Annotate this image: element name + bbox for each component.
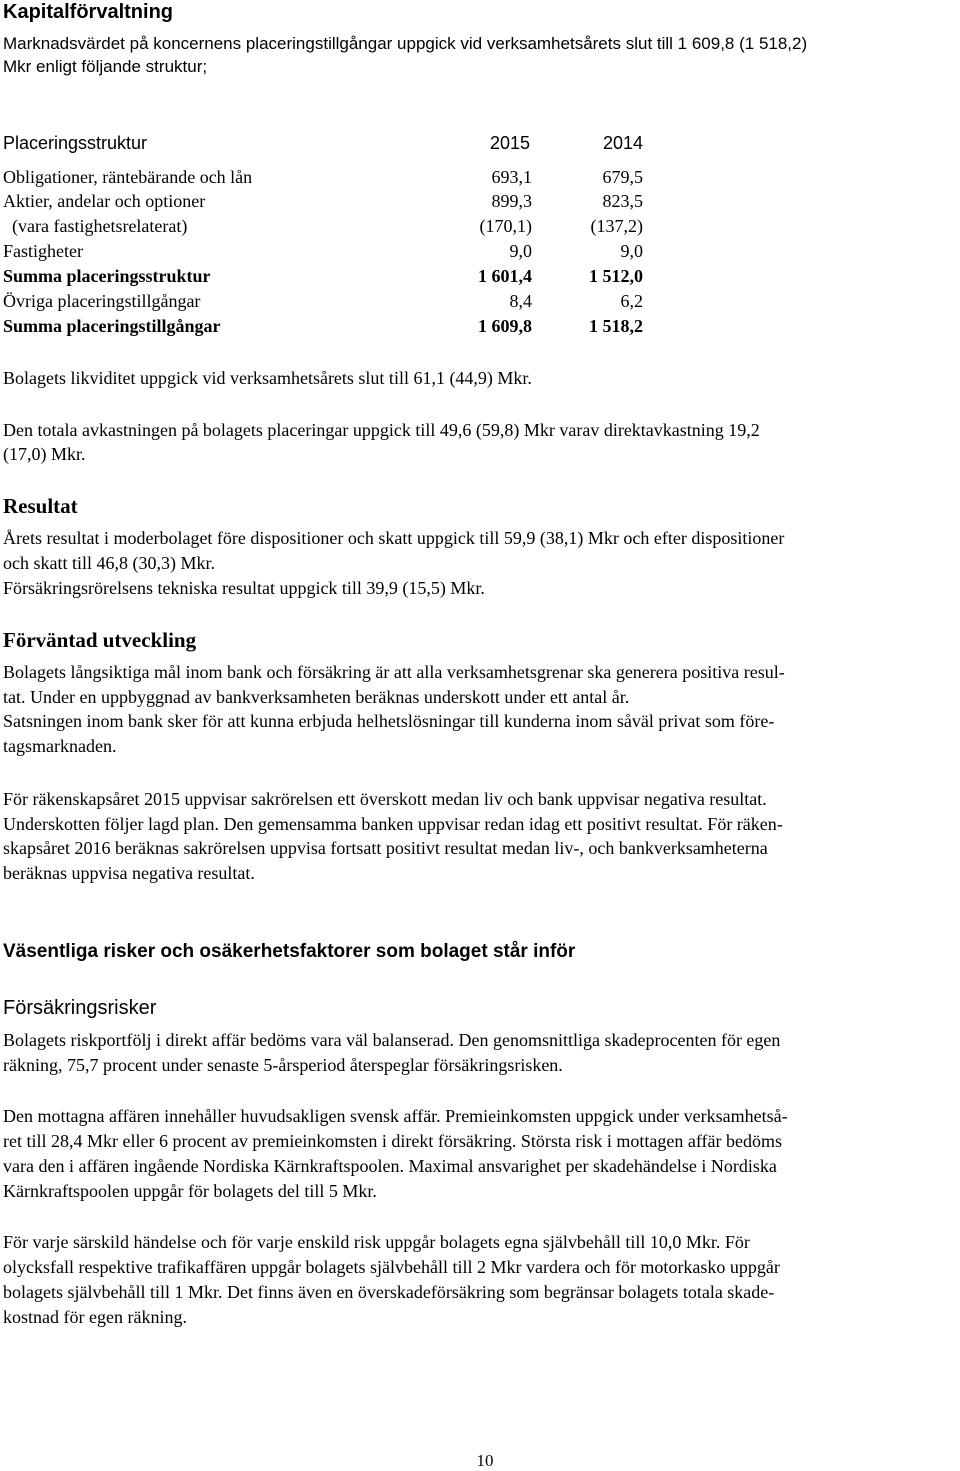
table-row-value-2014: 6,2 (620, 291, 643, 311)
sjalvbehall-line-3: bolagets självbehåll till 1 Mkr. Det finns även en överskadeförsäkring som begränsar bolagets totala skade- (3, 1282, 775, 1302)
table-row-value-2014: 823,5 (602, 191, 643, 211)
table-row-label: Aktier, andelar och optioner (3, 191, 206, 211)
forvantad-line-4: tagsmarknaden. (3, 736, 117, 756)
rakenskapsaret-line-3: skapsåret 2016 beräknas sakrörelsen uppvisa fortsatt positivt resultat medan liv-, och bankverksamheterna (3, 838, 768, 858)
table-row-label: (vara fastighetsrelaterat) (12, 216, 188, 236)
resultat-line-3: Försäkringsrörelsens tekniska resultat uppgick till 39,9 (15,5) Mkr. (3, 578, 485, 598)
table-row-value-2015: 8,4 (509, 291, 532, 311)
table-row-value-2014: 1 518,2 (589, 316, 643, 336)
likviditet-text: Bolagets likviditet uppgick vid verksamhetsårets slut till 61,1 (44,9) Mkr. (3, 368, 532, 388)
riskportfolj-line-1: Bolagets riskportfölj i direkt affär bedöms vara väl balanserad. Den genomsnittliga skadeprocenten för egen (3, 1030, 781, 1050)
avkastning-line-2: (17,0) Mkr. (3, 444, 86, 464)
rakenskapsaret-line-1: För räkenskapsåret 2015 uppvisar sakrörelsen ett överskott medan liv och bank uppvisar negativa resultat. (3, 789, 767, 809)
resultat-line-1: Årets resultat i moderbolaget före dispositioner och skatt uppgick till 59,9 (38,1) Mkr och efter dispositioner (3, 528, 785, 548)
table-header-label: Placeringsstruktur (3, 133, 148, 153)
avkastning-line-1: Den totala avkastningen på bolagets placeringar uppgick till 49,6 (59,8) Mkr varav direktavkastning 19,2 (3, 420, 760, 440)
mottagna-line-1: Den mottagna affären innehåller huvudsakligen svensk affär. Premieinkomsten uppgick under verksamhetså- (3, 1106, 788, 1126)
table-row-value-2015: 1 609,8 (478, 316, 532, 336)
section-heading-kapitalforvaltning: Kapitalförvaltning (3, 1, 174, 23)
subheading-forsakringsrisker: Försäkringsrisker (3, 997, 157, 1019)
sjalvbehall-line-1: För varje särskild händelse och för varje enskild risk uppgår bolagets egna självbehåll till 10,0 Mkr. För (3, 1232, 750, 1252)
intro-line-2: Mkr enligt följande struktur; (3, 57, 208, 76)
table-row-value-2015: 9,0 (509, 241, 532, 261)
table-row-value-2015: 693,1 (491, 167, 532, 187)
section-heading-resultat: Resultat (3, 494, 78, 518)
table-row-value-2014: 9,0 (620, 241, 643, 261)
forvantad-line-3: Satsningen inom bank sker för att kunna erbjuda helhetslösningar till kunderna inom såväl privat som före- (3, 711, 775, 731)
mottagna-line-4: Kärnkraftspoolen uppgår för bolagets del till 5 Mkr. (3, 1181, 377, 1201)
resultat-line-2: och skatt till 46,8 (30,3) Mkr. (3, 553, 215, 573)
table-row-value-2014: 679,5 (602, 167, 643, 187)
table-row-value-2015: 1 601,4 (478, 266, 532, 286)
table-row-value-2014: 1 512,0 (589, 266, 643, 286)
sjalvbehall-line-4: kostnad för egen räkning. (3, 1307, 187, 1327)
table-row-value-2015: (170,1) (479, 216, 532, 236)
mottagna-line-3: vara den i affären ingående Nordiska Kärnkraftspoolen. Maximal ansvarighet per skadehändelse i Nordiska (3, 1156, 777, 1176)
section-heading-vasentliga-risker: Väsentliga risker och osäkerhetsfaktorer som bolaget står inför (3, 941, 576, 962)
section-heading-forvantad-utveckling: Förväntad utveckling (3, 628, 197, 652)
intro-line-1: Marknadsvärdet på koncernens placeringstillgångar uppgick vid verksamhetsårets slut till 1 609,8 (1 518,2) (3, 34, 808, 53)
riskportfolj-line-2: räkning, 75,7 procent under senaste 5-årsperiod återspeglar försäkringsrisken. (3, 1055, 563, 1075)
table-row-label: Obligationer, räntebärande och lån (3, 167, 253, 187)
rakenskapsaret-line-4: beräknas uppvisa negativa resultat. (3, 863, 255, 883)
table-row-value-2015: 899,3 (491, 191, 532, 211)
table-header-2014: 2014 (602, 133, 643, 153)
table-header-2015: 2015 (489, 133, 530, 153)
mottagna-line-2: ret till 28,4 Mkr eller 6 procent av premieinkomsten i direkt försäkring. Största risk i mottagen affär bedöms (3, 1131, 782, 1151)
table-row-label: Övriga placeringstillgångar (3, 291, 201, 311)
rakenskapsaret-line-2: Underskotten följer lagd plan. Den gemensamma banken uppvisar redan idag ett positivt resultat. För räken- (3, 814, 783, 834)
sjalvbehall-line-2: olycksfall respektive trafikaffären uppgår bolagets självbehåll till 2 Mkr vardera och för motorkasko uppgår (3, 1257, 780, 1277)
forvantad-line-1: Bolagets långsiktiga mål inom bank och försäkring är att alla verksamhetsgrenar ska generera positiva resul- (3, 662, 785, 682)
table-row-value-2014: (137,2) (590, 216, 643, 236)
page-number: 10 (476, 1451, 494, 1470)
forvantad-line-2: tat. Under en uppbyggnad av bankverksamheten beräknas underskott under ett antal år. (3, 687, 630, 707)
table-row-label: Summa placeringstillgångar (3, 316, 221, 336)
table-row-label: Summa placeringsstruktur (3, 266, 211, 286)
table-row-label: Fastigheter (3, 241, 83, 261)
